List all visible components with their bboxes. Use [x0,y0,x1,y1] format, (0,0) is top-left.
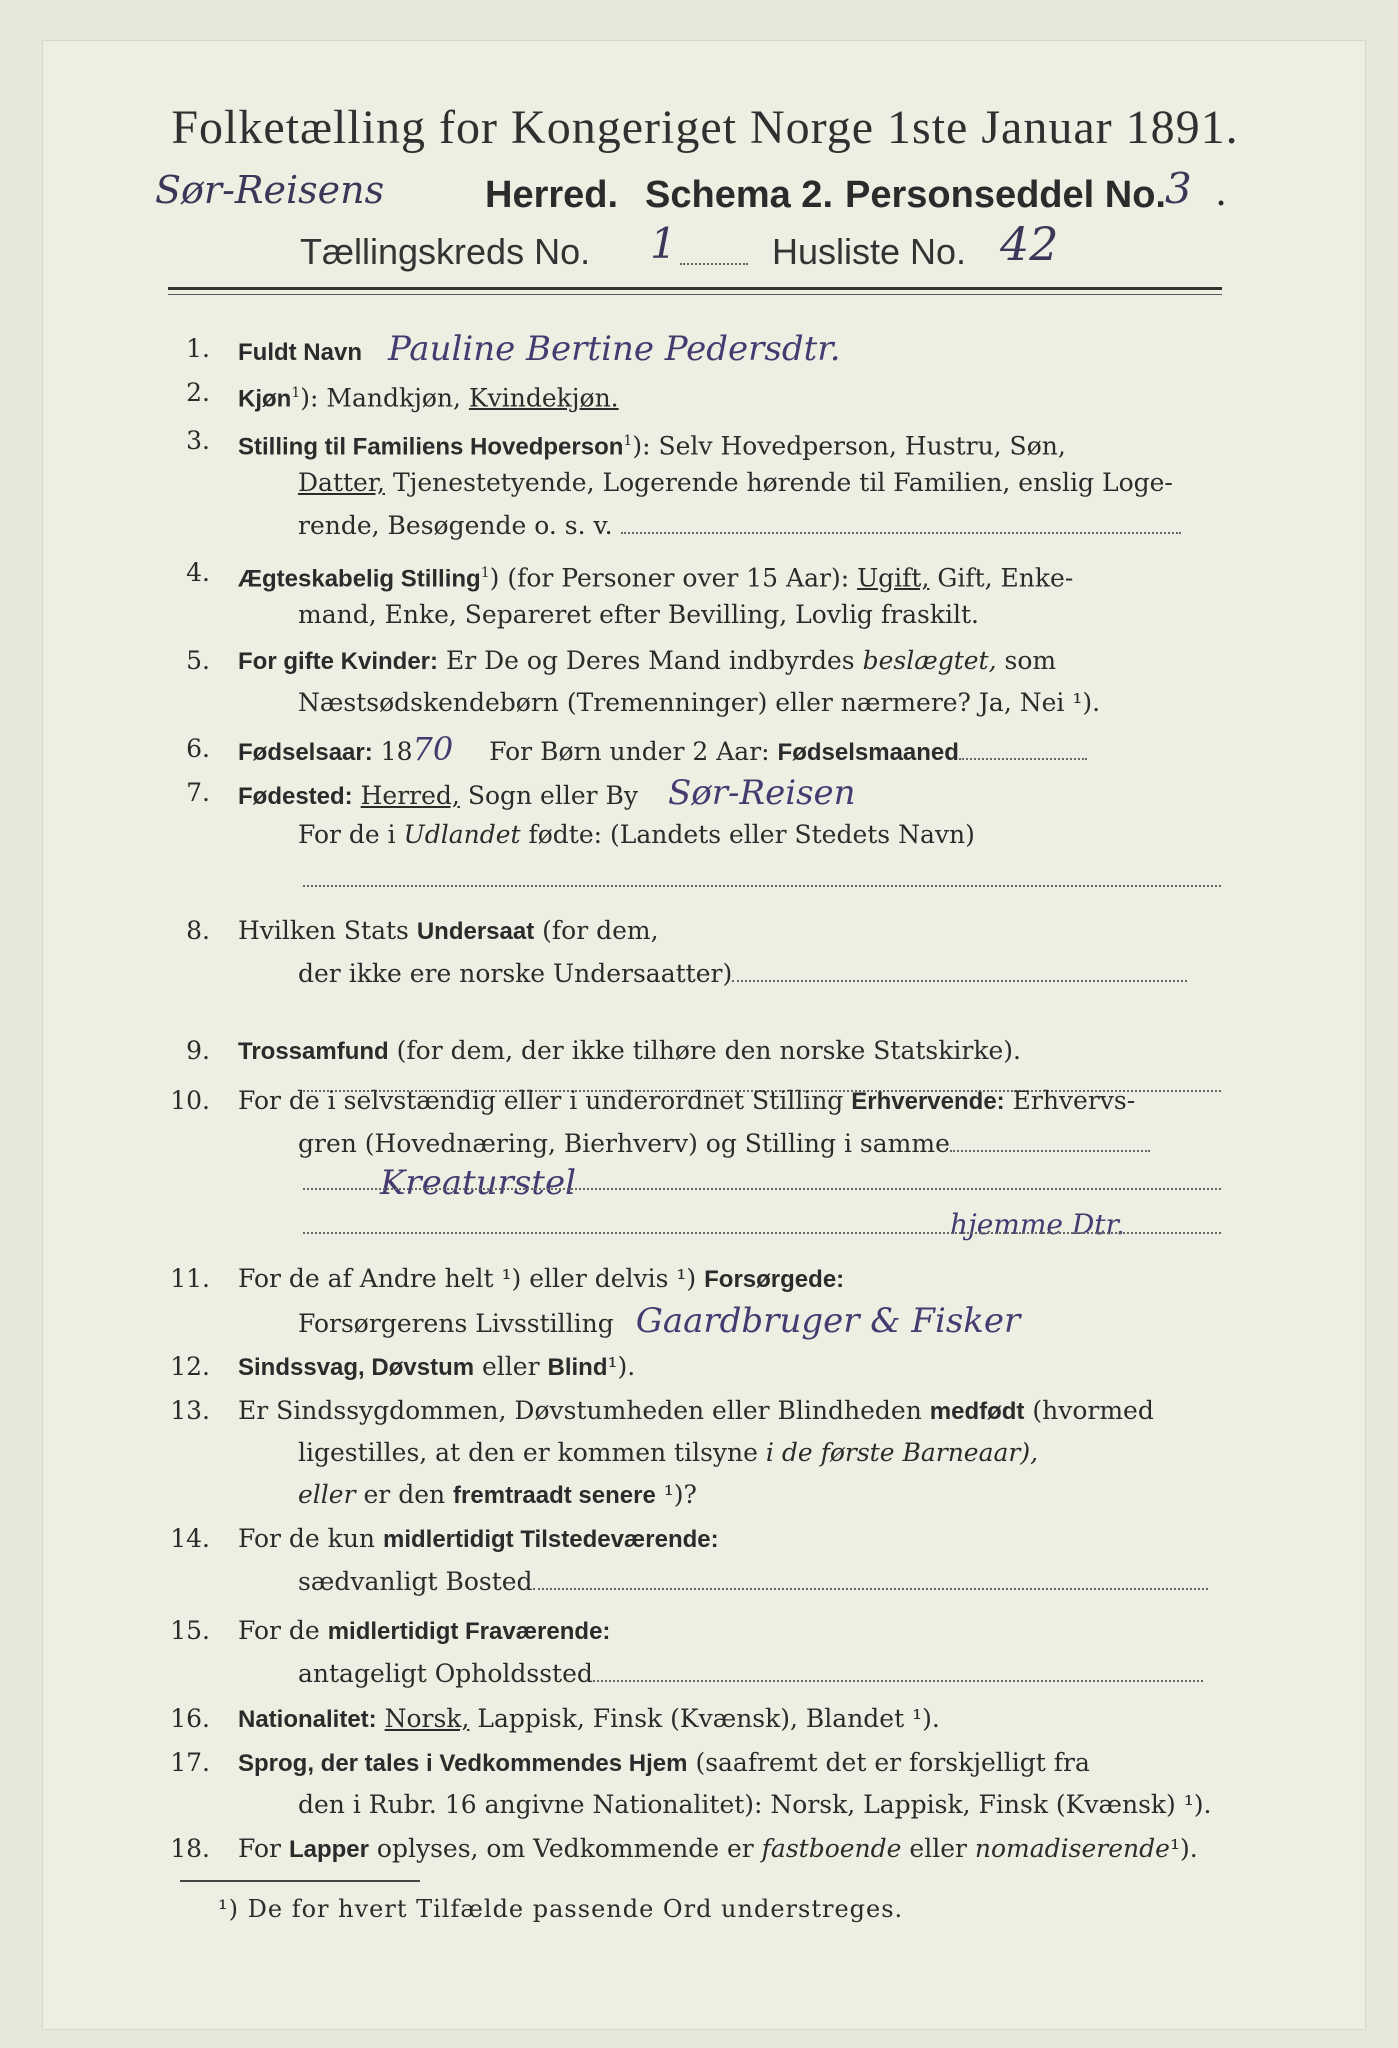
item-text: eller [909,1834,967,1863]
item-emphasis: beslægtet, [862,646,997,675]
item-sprog [150,1742,1240,1830]
dotted-line [950,1122,1150,1152]
item-text: ¹). [607,1352,636,1381]
item-stilling: 3. Stilling til Familiens Hovedperson$^1$): Selv Hovedperson, Hustru, Søn, Datter, Tjenestetyende, Logerende hørende til Familien, enslig Loge- rende, Besøgende o. s. v. [150,420,1240,550]
kreds-dotted-line [680,235,748,265]
item-forsorgede [150,1258,1240,1346]
item-erhverv [150,1080,1240,1250]
herred-value: Sør-Reisens [155,168,385,212]
item-text: (hvormed [1032,1396,1154,1425]
footnote-divider [180,1880,420,1882]
kreds-label: Tællingskreds No. [300,231,591,272]
item-sindssvag [150,1346,1240,1390]
item-aegteskab: 4. Ægteskabelig Stilling$^1$) (for Personer over 15 Aar): Ugift, Gift, Enke- mand, Enke, Separeret efter Bevilling, Lovlig fraskilt. [150,552,1240,640]
item-text: sædvanligt Bosted [298,1567,533,1596]
item-text: For de [238,1616,320,1645]
item-emphasis: nomadiserende [974,1834,1170,1863]
item-text: For de i selvstændig eller i underordnet Stilling [238,1086,844,1115]
item-text: Er De og Deres Mand indbyrdes [445,646,855,675]
item-text: der ikke ere norske Undersaatter) [298,959,733,988]
item-label: Erhvervende: [851,1088,1005,1115]
item-text: Hvilken Stats [238,916,409,945]
item-text: For de af Andre helt ¹) eller delvis ¹) [238,1264,697,1293]
item-number: 12. [170,1352,210,1381]
item-nationalitet [150,1698,1240,1742]
item-text: Forsørgerens Livsstilling [298,1309,614,1338]
dotted-line [593,1652,1203,1682]
item-number: 15. [170,1616,210,1645]
item-label: midlertidigt Tilstedeværende: [382,1526,719,1553]
item-label: Forsørgede: [704,1266,845,1293]
item-text: mand, Enke, Separeret efter Bevilling, Lovlig fraskilt. [298,600,979,629]
dotted-line [732,952,1187,982]
header-row-kreds [300,217,1200,281]
name-value: Pauline Bertine Pedersdtr. [387,329,841,369]
selected-option: Datter, [298,468,385,497]
selected-option: Kvindekjøn. [468,383,619,413]
item-text: (for dem, [542,916,659,945]
item-text: Er Sindssygdommen, Døvstumheden eller Blindheden [238,1396,922,1425]
dotted-line [303,885,1221,887]
item-text: For de i [298,820,396,849]
item-text: Lappisk, Finsk (Kvænsk), Blandet ¹). [477,1704,940,1733]
item-label: fremtraadt senere [453,1482,656,1509]
dotted-line [533,1560,1208,1590]
item-text: ¹)? [663,1480,697,1509]
header-divider [168,287,1222,290]
item-fodested [150,772,1240,862]
item-text: er den [363,1480,446,1509]
item-label: Trossamfund [238,1038,389,1065]
item-text: ligestilles, at den er kommen tilsyne [298,1438,758,1467]
item-number: 5. [186,646,210,675]
occupation-value: Kreaturstel [380,1163,576,1203]
birthplace-value: Sør-Reisen [667,773,856,813]
item-label: Stilling til Familiens Hovedperson [238,433,624,461]
item-number: 13. [170,1396,210,1425]
item-number: 2. [186,378,210,407]
item-number: 1. [186,334,210,363]
item-number: 8. [186,916,210,945]
personseddel-dot: . [1215,170,1228,214]
item-text: eller [482,1352,540,1381]
item-label: Fødested: [238,783,353,810]
birth-year-value: 70 [412,730,454,768]
header-row-herred [155,164,1235,224]
item-text: Tjenestetyende, Logerende hørende til Familien, enslig Loge- [392,468,1173,497]
item-number: 4. [186,558,210,587]
item-number: 17. [170,1748,210,1777]
item-label: Blind [547,1354,608,1381]
item-label: Nationalitet: [238,1706,377,1733]
item-label: Undersaat [416,918,535,945]
herred-label: Herred. [485,174,619,216]
item-tilstedevaerende [150,1518,1240,1606]
selected-option: Ugift, [857,563,930,593]
item-text: ) (for Personer over 15 Aar): [489,563,850,593]
item-kjon: 2. Kjøn$^1$): Mandkjøn, Kvindekjøn. [150,372,1240,416]
item-label: Fødselsmaaned [777,739,959,766]
item-text: For [238,1834,281,1863]
item-fodselsaar [150,728,1240,772]
item-number: 18. [170,1834,210,1863]
personseddel-value: 3 [1165,164,1192,213]
item-text: antageligt Opholdssted [298,1659,593,1688]
item-text: ): Mandkjøn, [300,383,461,413]
item-emphasis: Udlandet [403,820,521,849]
item-text: den i Rubr. 16 angivne Nationalitet): Norsk, Lappisk, Finsk (Kvænsk) ¹). [298,1790,1212,1819]
item-label: Fødselsaar: [238,739,373,766]
selected-option: Norsk, [384,1704,470,1733]
header-divider-thin [168,294,1222,295]
selected-option: Herred, [360,781,460,810]
personseddel-label: Personseddel No. [845,174,1166,216]
item-number: 10. [170,1086,210,1115]
item-text: (for dem, der ikke tilhøre den norske Statskirke). [396,1036,1021,1065]
year-prefix: 18 [380,737,413,766]
item-fravaerende [150,1610,1240,1698]
item-fuldt-navn [150,328,1240,372]
husliste-label: Husliste No. [772,231,967,272]
dotted-line [303,1232,1221,1234]
item-text: Gift, Enke- [937,563,1074,593]
item-number: 16. [170,1704,210,1733]
husliste-value: 42 [1000,217,1059,271]
item-undersaat [150,910,1240,998]
item-label: Sprog, der tales i Vedkommendes Hjem [238,1750,688,1777]
item-text: ): Selv Hovedperson, Hustru, Søn, [632,431,1066,461]
item-number: 3. [186,426,210,455]
item-text: ¹). [1169,1834,1198,1863]
kreds-value: 1 [650,219,677,268]
item-text: Næstsødskendebørn (Tremenninger) eller nærmere? Ja, Nei ¹). [298,688,1101,717]
form-title: Folketælling for Kongeriget Norge 1ste Januar 1891. [171,101,1239,154]
item-label: Ægteskabelig Stilling [238,565,481,593]
item-emphasis: fastboende [761,1834,902,1863]
dotted-line [959,730,1087,760]
item-number: 7. [186,778,210,807]
dotted-line [303,1188,1221,1190]
item-text: oplyses, om Vedkommende er [376,1834,754,1863]
item-number: 11. [170,1264,210,1293]
item-text: rende, Besøgende o. s. v. [298,511,613,540]
item-label: Kjøn [238,385,292,413]
item-number: 6. [186,734,210,763]
item-text: For de kun [238,1524,376,1553]
item-text: Sogn eller By [467,781,639,810]
item-emphasis: i de første Barneaar), [765,1438,1039,1467]
item-text: fødte: (Landets eller Stedets Navn) [528,820,975,849]
item-label: midlertidigt Fraværende: [327,1618,611,1645]
schema-label: Schema 2. [645,174,833,216]
dotted-line [621,504,1181,534]
item-emphasis: eller [298,1480,356,1509]
footnote: ¹) De for hvert Tilfælde passende Ord understreges. [218,1895,904,1923]
item-text: For Børn under 2 Aar: [489,737,770,766]
provider-occupation-value: Gaardbruger & Fisker [635,1301,1021,1341]
item-text: Erhvervs- [1012,1086,1136,1115]
item-text: (saafremt det er forskjelligt fra [695,1748,1090,1777]
item-gifte-kvinder [150,640,1240,728]
item-text: gren (Hovednæring, Bierhverv) og Stilling i samme [298,1129,950,1158]
item-medfodt [150,1390,1240,1520]
item-number: 14. [170,1524,210,1553]
item-lapper [150,1828,1240,1872]
item-text: som [1004,646,1057,675]
item-label: Lapper [288,1836,369,1863]
item-trossamfund [150,1030,1240,1074]
item-label: For gifte Kvinder: [238,648,439,675]
item-number: 9. [186,1036,210,1065]
item-label: Fuldt Navn [238,339,362,366]
item-label: Sindssvag, Døvstum [238,1354,475,1381]
occupation-note: hjemme Dtr. [950,1208,1125,1241]
item-label: medfødt [929,1398,1025,1425]
